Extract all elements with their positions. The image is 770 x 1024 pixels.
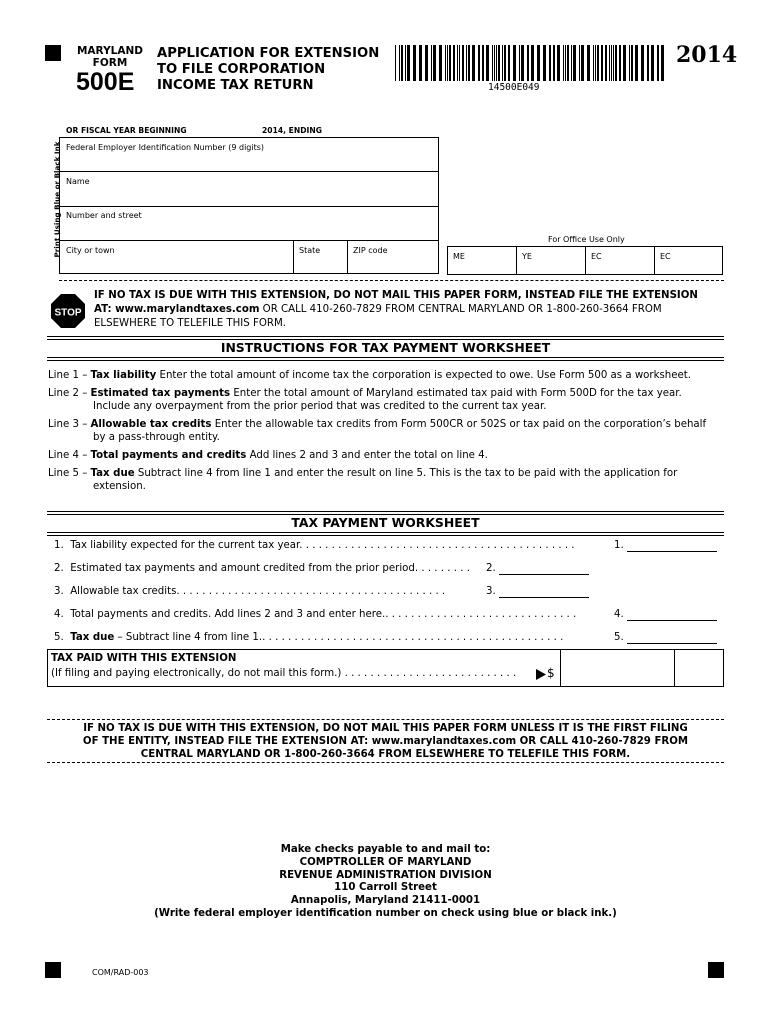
line-4-amount[interactable] [627, 620, 717, 621]
registration-mark [708, 962, 724, 978]
ink-instruction: Print Using Blue or Black Ink [52, 141, 62, 258]
barcode-bar [661, 45, 664, 81]
barcode-code: 14500E049 [488, 82, 540, 93]
barcode-bar [573, 45, 576, 81]
line-3-amount[interactable] [499, 597, 589, 598]
stop-icon [50, 293, 86, 329]
barcode-bar [519, 45, 520, 81]
barcode-bar [651, 45, 654, 81]
barcode-bar [543, 45, 546, 81]
barcode-bar [657, 45, 659, 81]
barcode-bar [595, 45, 596, 81]
office-code: ME [453, 252, 465, 261]
stop-icon-label: STOP [54, 307, 82, 319]
line-2-amount[interactable] [499, 574, 589, 575]
line-ref: 2. [486, 563, 496, 574]
barcode-bar [629, 45, 630, 81]
no-tax-notice: IF NO TAX IS DUE WITH THIS EXTENSION, DO NOT MAIL THIS PAPER FORM UNLESS IT IS THE FIRST FILING OF THE ENTITY, INSTEAD FILE THE EXTENSION AT: www.marylandtaxes.com OR CALL 410-260-7829 FROM CENTRAL MARYLAND OR 1-800-260-3664 FROM ELSEWHERE TO TELEFILE THIS FORM. [82, 723, 689, 760]
name-field[interactable]: Name [66, 177, 90, 186]
stop-notice-line: OR CALL 410-260-7829 FROM CENTRAL MARYLAND OR 1-800-260-3664 FROM [259, 304, 662, 315]
worksheet-line-5: 5. Tax due – Subtract line 4 from line 1.. . . . . . . . . . . . . . . . . . . . . . . . . . . . . . . . . . . . . . . . . . . . . . . [54, 632, 564, 643]
barcode-bar [521, 45, 524, 81]
office-code: EC [591, 252, 602, 261]
worksheet-line-4: 4. Total payments and credits. Add lines 2 and 3 and enter here.. . . . . . . . . . . . . . . . . . . . . . . . . . . . . . [54, 609, 577, 620]
mailing-address: Make checks payable to and mail to: COMPTROLLER OF MARYLAND REVENUE ADMINISTRATION DIVISION 110 Carroll Street Annapolis, Maryland 21411-0001 (Write federal employer identification number on check using blue or black ink.) [154, 844, 617, 919]
tax-year: 2014 [676, 42, 738, 68]
barcode-bar [482, 45, 484, 81]
barcode-bar [641, 45, 644, 81]
stop-notice [94, 289, 698, 331]
barcode-bar [567, 45, 569, 81]
barcode-bar [472, 45, 475, 81]
barcode-bar [431, 45, 432, 81]
barcode-bar [459, 45, 460, 81]
tax-paid-title: TAX PAID WITH THIS EXTENSION [51, 653, 237, 664]
zip-field[interactable]: ZIP code [353, 246, 388, 255]
barcode-bar [433, 45, 436, 81]
worksheet-line-2: 2. Estimated tax payments and amount credited from the prior period. . . . . . . . . [54, 563, 470, 574]
barcode-bar [496, 45, 497, 81]
form-number: 500E [76, 68, 135, 96]
barcode-bar [557, 45, 560, 81]
instructions-title: INSTRUCTIONS FOR TAX PAYMENT WORKSHEET [220, 340, 551, 355]
line-ref: 4. [614, 609, 624, 620]
barcode-bar [419, 45, 422, 81]
arrow-right-icon [536, 669, 546, 680]
fiscal-year-label: OR FISCAL YEAR BEGINNING [66, 126, 187, 135]
barcode-bar [395, 45, 396, 81]
barcode-bar [498, 45, 500, 81]
city-field[interactable]: City or town [66, 246, 115, 255]
barcode-bar [587, 45, 590, 81]
barcode-bar [631, 45, 633, 81]
state-label: MARYLAND [76, 45, 143, 57]
worksheet-line-3: 3. Allowable tax credits. . . . . . . . . . . . . . . . . . . . . . . . . . . . . . . . . . . . . . . . . . [54, 586, 446, 597]
barcode-bar [445, 45, 446, 81]
fein-field[interactable]: Federal Employer Identification Number (9 digits) [66, 143, 265, 152]
title-line: APPLICATION FOR EXTENSION [157, 46, 380, 61]
barcode-bar [449, 45, 451, 81]
barcode-bar [447, 45, 448, 81]
barcode-bar [531, 45, 534, 81]
barcode-bar [494, 45, 495, 81]
barcode-bar [399, 45, 400, 81]
office-code: EC [660, 252, 671, 261]
barcode-bar [492, 45, 493, 81]
street-field[interactable]: Number and street [66, 211, 142, 220]
barcode-bar [462, 45, 464, 81]
registration-mark [45, 962, 61, 978]
barcode-bar [581, 45, 584, 81]
instructions-list: Line 1 – Tax liability Enter the total amount of income tax the corporation is expected to owe. Use Form 500 as a worksheet. Line 2 – Estimated tax payments Enter the total amount of Maryland estimated tax paid with Form 500D for the tax year. Include any overpayment from the prior period that was credited to the current tax year. Line 3 – Allowable tax credits Enter the allowable tax credits from Form 500CR or 502S or tax paid on the corporation’s behalf by a pass-through entity. Line 4 – Total payments and credits Add lines 2 and 3 and enter the total on line 4. Line 5 – Tax due Subtract line 4 from line 1 and enter the result on line 5. This is the tax to be paid with the application for extension. [48, 370, 707, 492]
stop-notice-line: ELSEWHERE TO TELEFILE THIS FORM. [94, 318, 286, 329]
barcode [395, 45, 665, 81]
barcode-bar [537, 45, 540, 81]
office-use-title: For Office Use Only [548, 235, 625, 244]
barcode-bar [611, 45, 612, 81]
barcode-bar [609, 45, 610, 81]
barcode-bar [623, 45, 626, 81]
barcode-bar [597, 45, 599, 81]
barcode-bar [508, 45, 510, 81]
barcode-bar [527, 45, 529, 81]
barcode-bar [605, 45, 607, 81]
barcode-bar [478, 45, 480, 81]
barcode-bar [457, 45, 458, 81]
barcode-bar [613, 45, 614, 81]
tax-paid-note: (If filing and paying electronically, do not mail this form.) . . . . . . . . . . . . . . . . . . . . . . . . . . . [51, 668, 517, 679]
line-ref: 5. [614, 632, 624, 643]
barcode-bar [565, 45, 566, 81]
barcode-bar [563, 45, 564, 81]
barcode-bar [486, 45, 489, 81]
barcode-bar [407, 45, 410, 81]
title-line: TO FILE CORPORATION [157, 62, 326, 77]
barcode-bar [635, 45, 638, 81]
worksheet-line-1: 1. Tax liability expected for the current tax year. . . . . . . . . . . . . . . . . . . . . . . . . . . . . . . . . . . . . . . . . . . [54, 540, 575, 551]
barcode-bar [401, 45, 403, 81]
line-ref: 1. [614, 540, 624, 551]
stop-notice-line: IF NO TAX IS DUE WITH THIS EXTENSION, DO NOT MAIL THIS PAPER FORM, INSTEAD FILE THE EXTENSION [94, 290, 698, 301]
barcode-bar [405, 45, 406, 81]
barcode-bar [504, 45, 506, 81]
dollar-sign: $ [547, 666, 555, 680]
form-label: FORM [92, 57, 128, 69]
line-1-amount[interactable] [627, 551, 717, 552]
registration-mark [45, 45, 61, 61]
stop-notice-url: AT: www.marylandtaxes.com [94, 304, 260, 315]
fiscal-year-ending: 2014, ENDING [262, 126, 322, 135]
barcode-bar [571, 45, 572, 81]
line-ref: 3. [486, 586, 496, 597]
barcode-bar [549, 45, 551, 81]
barcode-bar [439, 45, 442, 81]
barcode-bar [425, 45, 428, 81]
barcode-bar [647, 45, 649, 81]
barcode-bar [453, 45, 455, 81]
form-title [157, 46, 379, 94]
barcode-bar [619, 45, 621, 81]
barcode-bar [579, 45, 580, 81]
barcode-bar [413, 45, 416, 81]
barcode-bar [615, 45, 617, 81]
barcode-bar [513, 45, 516, 81]
barcode-bar [502, 45, 503, 81]
barcode-bar [466, 45, 467, 81]
barcode-bar [553, 45, 555, 81]
barcode-bar [601, 45, 603, 81]
barcode-bar [593, 45, 594, 81]
barcode-bar [468, 45, 470, 81]
line-5-amount[interactable] [627, 643, 717, 644]
title-line: INCOME TAX RETURN [157, 78, 314, 93]
form-code: COM/RAD-003 [92, 968, 149, 977]
worksheet-title: TAX PAYMENT WORKSHEET [291, 515, 480, 530]
state-field[interactable]: State [299, 246, 321, 255]
office-code: YE [522, 252, 532, 261]
tax-paid-amount-input[interactable] [562, 651, 672, 685]
